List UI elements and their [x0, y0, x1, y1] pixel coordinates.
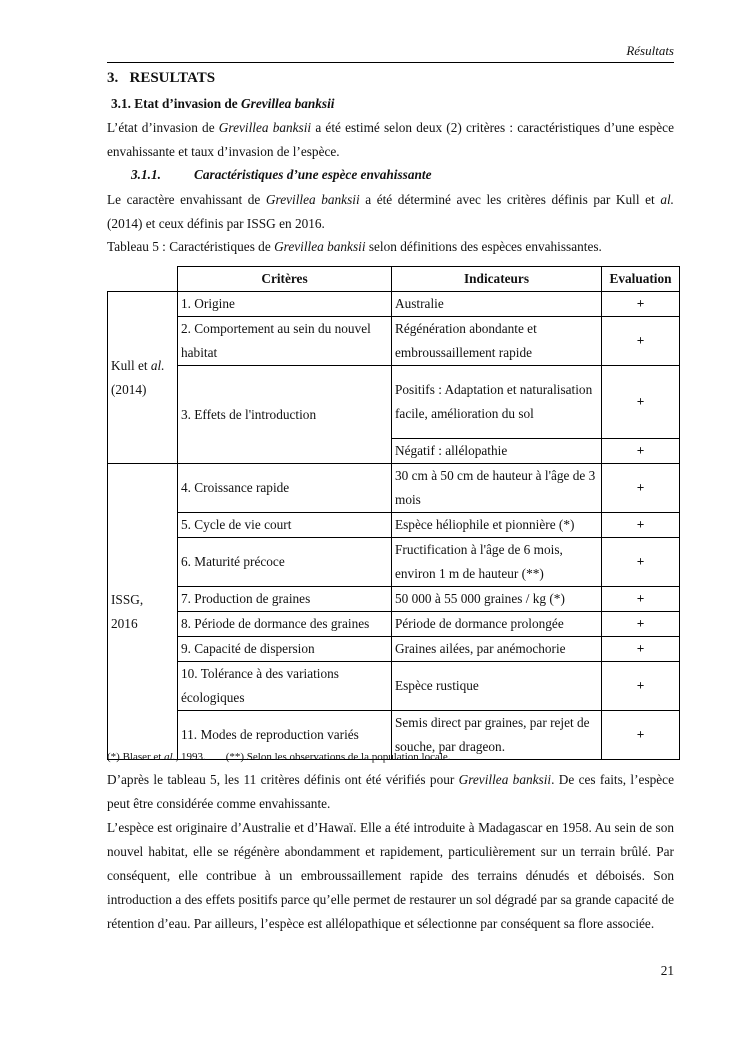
criterion-cell: 10. Tolérance à des variations écologiques	[178, 662, 392, 711]
indicator-cell: Positifs : Adaptation et naturalisation facile, amélioration du sol	[392, 366, 602, 439]
section-title: 3. RESULTATS	[107, 70, 216, 86]
table-footnotes	[107, 751, 451, 763]
indicator-cell: Espèce rustique	[392, 662, 602, 711]
criterion-cell: 3. Effets de l'introduction	[178, 366, 392, 464]
table-row	[108, 292, 680, 317]
page-number: 21	[660, 963, 674, 978]
evaluation-cell: +	[602, 538, 680, 587]
header-rule	[107, 62, 674, 63]
criteria-part1: Le caractère envahissant de	[107, 192, 266, 207]
criteria-paragraph	[107, 188, 674, 236]
indicator-cell: Période de dormance prolongée	[392, 612, 602, 637]
criteria-table	[107, 266, 680, 760]
table-row	[108, 538, 680, 587]
conclusion-part2: . De ces faits, l’espèce peut être considérée comme envahissante.	[107, 772, 674, 811]
indicator-cell: Graines ailées, par anémochorie	[392, 637, 602, 662]
subsection-title-prefix: 3.1. Etat d’invasion de	[111, 96, 242, 111]
criterion-cell: 2. Comportement au sein du nouvel habitat	[178, 317, 392, 366]
evaluation-cell: +	[602, 587, 680, 612]
group-kull-year: (2014)	[111, 381, 147, 397]
evaluation-cell: +	[602, 513, 680, 538]
indicator-cell: Régénération abondante et embroussaillement rapide	[392, 317, 602, 366]
group-issg-cell	[108, 464, 178, 760]
caption-suffix: selon définitions des espèces envahissantes.	[365, 239, 602, 254]
table-caption	[107, 237, 602, 257]
intro-part2: a été estimé selon deux (2) critères : caractéristiques d’une espèce envahissante et taux d’invasion de l’espèce.	[107, 120, 674, 159]
header-indicators: Indicateurs	[392, 267, 602, 292]
evaluation-cell: +	[602, 662, 680, 711]
running-header: Résultats	[626, 43, 674, 58]
footnote-2: (**) Selon les observations de la population locale.	[225, 751, 451, 763]
criteria-part2: a été déterminé avec les critères définis par Kull et	[359, 192, 661, 207]
criteria-species: Grevillea banksii	[265, 192, 360, 207]
criterion-cell: 8. Période de dormance des graines	[178, 612, 392, 637]
evaluation-cell: +	[602, 317, 680, 366]
intro-paragraph	[107, 116, 674, 164]
group-kull-cell	[108, 292, 178, 464]
indicator-cell: Semis direct par graines, par rejet de souche, par drageon.	[392, 711, 602, 760]
header-evaluation: Evaluation	[602, 267, 680, 292]
table-row	[108, 513, 680, 538]
evaluation-cell: +	[602, 292, 680, 317]
conclusion-part1: D’après le tableau 5, les 11 critères définis ont été vérifiés pour	[107, 772, 459, 787]
criteria-part3: (2014) et ceux définis par ISSG en 2016.	[107, 216, 325, 231]
caption-species: Grevillea banksii	[274, 239, 366, 254]
table-header-row	[108, 267, 680, 292]
indicator-cell: Négatif : allélopathie	[392, 439, 602, 464]
header-criteria: Critères	[178, 267, 392, 292]
evaluation-cell: +	[602, 464, 680, 513]
conclusion-species: Grevillea banksii	[458, 772, 552, 787]
table-row	[108, 366, 680, 439]
indicator-cell: Fructification à l'âge de 6 mois, environ 1 m de hauteur (**)	[392, 538, 602, 587]
evaluation-cell: +	[602, 366, 680, 439]
table-row	[108, 662, 680, 711]
indicator-cell: 50 000 à 55 000 graines / kg (*)	[392, 587, 602, 612]
intro-species: Grevillea banksii	[218, 120, 312, 135]
indicator-cell: 30 cm à 50 cm de hauteur à l'âge de 3 mois	[392, 464, 602, 513]
origin-paragraph: L’espèce est originaire d’Australie et d’Hawaï. Elle a été introduite à Madagascar en 1958. Au sein de son nouvel habitat, elle se régénère abondamment et rapidement, particulièrement sur un terrain brûlé. Par conséquent, elle contribue à un embroussaillement rapide des terrains dénudés et déboisés. Son introduction a des effets positifs parce qu’elle permet de restaurer un sol dégradé par sa grande capacité de rétention d’eau. Par ailleurs, l’espèce est allélopathique et sélectionne par conséquent sa flore associée.	[107, 820, 674, 931]
table-row	[108, 464, 680, 513]
table-row	[108, 612, 680, 637]
intro-part1: L’état d’invasion de	[107, 120, 219, 135]
table-row	[108, 317, 680, 366]
group-issg-year: 2016	[111, 615, 138, 631]
criterion-cell: 11. Modes de reproduction variés	[178, 711, 392, 760]
caption-prefix: Tableau 5 : Caractéristiques de	[107, 239, 275, 254]
table-row	[108, 587, 680, 612]
subsubsection-title	[131, 167, 432, 183]
subsubsection-number: 3.1.1.	[131, 167, 161, 182]
criterion-cell: 1. Origine	[178, 292, 392, 317]
evaluation-cell: +	[602, 637, 680, 662]
conclusion-paragraph	[107, 768, 674, 816]
table-corner-cell	[108, 267, 178, 292]
subsection-title	[111, 96, 335, 112]
evaluation-cell: +	[602, 439, 680, 464]
subsubsection-text: Caractéristiques d’une espèce envahissante	[194, 167, 432, 182]
indicator-cell: Espèce héliophile et pionnière (*)	[392, 513, 602, 538]
criterion-cell: 6. Maturité précoce	[178, 538, 392, 587]
table-row	[108, 637, 680, 662]
indicator-cell: Australie	[392, 292, 602, 317]
subsection-title-species: Grevillea banksii	[241, 96, 335, 111]
evaluation-cell: +	[602, 612, 680, 637]
criterion-cell: 7. Production de graines	[178, 587, 392, 612]
criterion-cell: 9. Capacité de dispersion	[178, 637, 392, 662]
criterion-cell: 4. Croissance rapide	[178, 464, 392, 513]
group-issg-name: ISSG,	[111, 591, 144, 607]
criterion-cell: 5. Cycle de vie court	[178, 513, 392, 538]
criteria-al: al.	[660, 192, 674, 207]
footnote-1: (*) Blaser et al., 1993.	[107, 751, 206, 763]
group-kull-name: Kull et al.	[111, 357, 165, 373]
evaluation-cell: +	[602, 711, 680, 760]
